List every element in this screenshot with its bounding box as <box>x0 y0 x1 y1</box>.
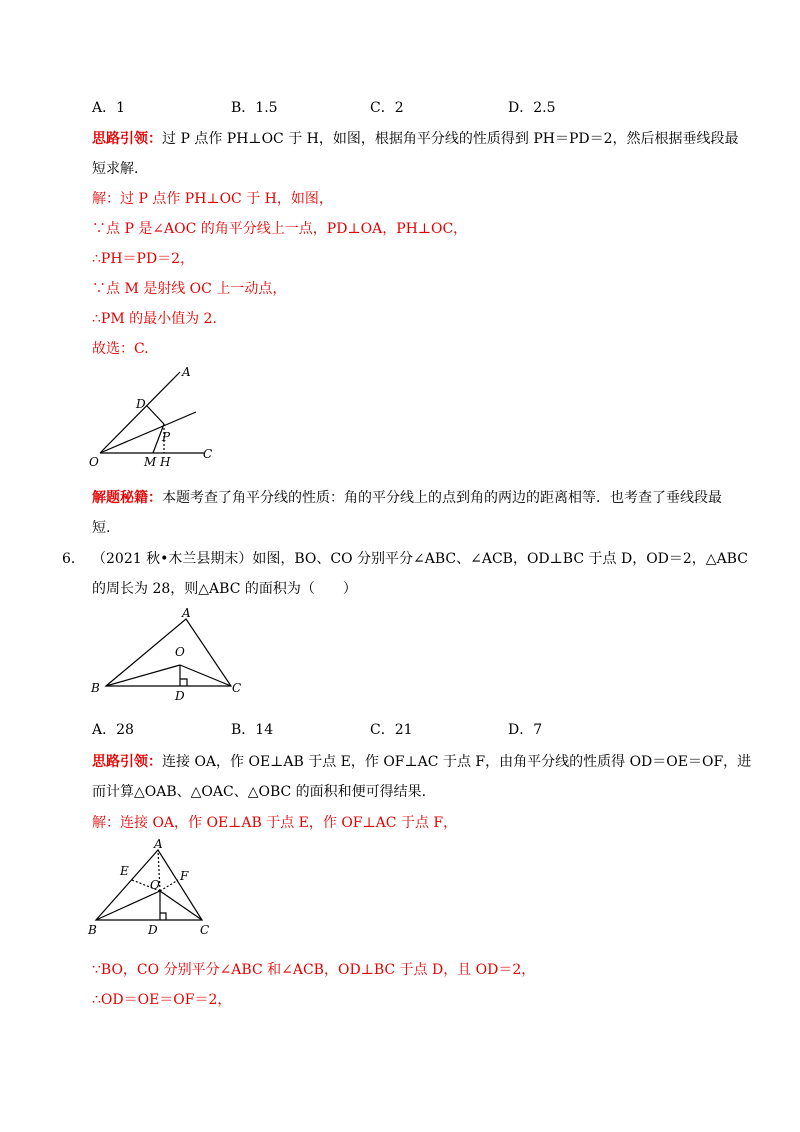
secret-continuation: 短. <box>92 520 111 536</box>
solution-line: ∵点 M 是射线 OC 上一动点， <box>92 281 287 297</box>
angle-bisector-figure <box>86 362 226 472</box>
hint-paragraph <box>92 752 751 772</box>
label-h: H <box>160 455 171 469</box>
triangle-figure <box>86 606 256 704</box>
secret-label: 解题秘籍： <box>92 490 162 506</box>
hint-continuation: 而计算△OAB、△OAC、△OBC 的面积和便可得结果. <box>92 784 427 800</box>
solution-line: 故选：C. <box>92 341 149 357</box>
label-c: C <box>203 447 213 461</box>
secret-text: 本题考查了角平分线的性质：角的平分线上的点到角的两边的距离相等．也考查了垂线段最 <box>162 490 722 506</box>
segment-bo <box>106 665 180 686</box>
solution-line: ∴PH＝PD＝2， <box>92 251 195 267</box>
right-angle-mark <box>180 679 187 686</box>
label-c: C <box>232 681 242 695</box>
hint-label: 思路引领： <box>92 131 162 147</box>
label-p: P <box>162 430 171 444</box>
label-o: O <box>150 878 160 892</box>
label-m: M <box>144 455 157 469</box>
solution-line: 解：过 P 点作 PH⊥OC 于 H，如图， <box>92 191 333 207</box>
label-e: E <box>120 864 129 878</box>
solution-line: ∴PM 的最小值为 2. <box>92 311 217 327</box>
option-b: B．14 <box>231 722 274 738</box>
label-c: C <box>200 923 210 937</box>
label-d: D <box>148 923 158 937</box>
option-d: D．2.5 <box>508 100 556 116</box>
option-b: B．1.5 <box>231 100 278 116</box>
solution-line: ∴OD＝OE＝OF＝2， <box>92 992 232 1008</box>
segment-pd <box>147 406 164 424</box>
hint-label: 思路引领： <box>92 754 162 770</box>
option-d: D．7 <box>508 722 543 738</box>
label-d: D <box>136 397 146 411</box>
option-a: A．1 <box>92 100 126 116</box>
option-c: C．2 <box>370 100 404 116</box>
solution-line: ∵BO，CO 分别平分∠ABC 和∠ACB，OD⊥BC 于点 D，且 OD＝2， <box>92 962 536 978</box>
segment-bo <box>96 891 160 920</box>
hint-text: 连接 OA，作 OE⊥AB 于点 E，作 OF⊥AC 于点 F，由角平分线的性质得 OD＝OE＝OF，进 <box>162 754 752 770</box>
label-o: O <box>175 645 185 659</box>
label-b: B <box>88 923 97 937</box>
label-o: O <box>89 455 99 469</box>
right-angle-mark <box>160 913 166 920</box>
label-f: F <box>180 869 189 883</box>
option-c: C．21 <box>370 722 413 738</box>
label-d: D <box>175 689 185 703</box>
label-b: B <box>91 681 100 695</box>
secret-paragraph <box>92 488 722 508</box>
solution-line: 解：连接 OA，作 OE⊥AB 于点 E，作 OF⊥AC 于点 F， <box>92 815 458 831</box>
triangle-abc <box>106 619 231 686</box>
option-a: A．28 <box>92 722 134 738</box>
hint-paragraph <box>92 129 739 149</box>
question-number: 6． <box>62 551 85 567</box>
question-stem-continuation: 的周长为 28，则△ABC 的面积为（ ） <box>92 581 357 597</box>
question-stem: （2021 秋•木兰县期末）如图，BO、CO 分别平分∠ABC、∠ACB，OD⊥BC 于点 D，OD＝2，△ABC <box>92 551 748 567</box>
solution-line: ∵点 P 是∠AOC 的角平分线上一点，PD⊥OA，PH⊥OC， <box>92 221 468 237</box>
hint-continuation: 短求解. <box>92 161 139 177</box>
bisector-ray <box>100 412 196 453</box>
segment-of <box>160 880 178 891</box>
hint-text: 过 P 点作 PH⊥OC 于 H，如图，根据角平分线的性质得到 PH＝PD＝2，然后根据垂线段最 <box>162 131 739 147</box>
label-a: A <box>182 606 191 620</box>
label-a: A <box>182 365 191 379</box>
label-a: A <box>154 838 163 851</box>
triangle-figure-with-perpendiculars <box>86 838 216 938</box>
